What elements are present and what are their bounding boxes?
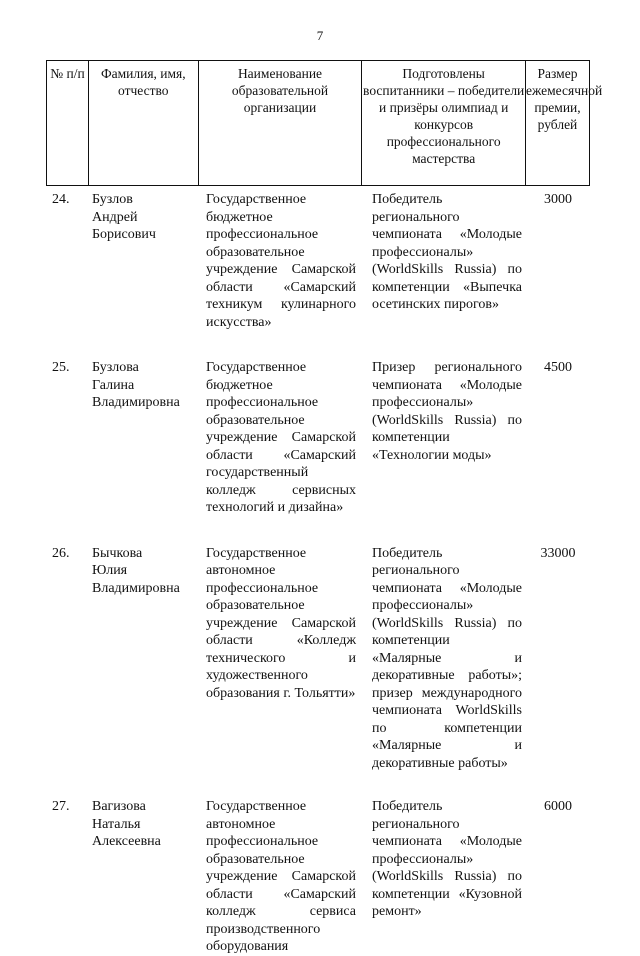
first-name: Андрей [92,209,138,225]
surname: Бузлова [92,360,139,375]
row-num: 25. [52,360,70,375]
page-number: 7 [316,28,324,43]
row-num: 24. [52,192,70,207]
patronymic: Борисович [92,227,156,242]
patronymic: Владимировна [92,395,180,410]
row-amount: 6000 [544,799,572,814]
table-row [46,191,590,331]
surname: Вагизова [92,799,146,814]
first-name: Галина [92,377,135,393]
patronymic: Владимировна [92,580,180,596]
awards-table [46,60,603,956]
table-row [46,545,590,773]
row-achievement: Победитель регионального чемпионата «Молодые профессионалы» (WorldSkills Russia) по компетенции «Кузовной ремонт» [372,799,522,919]
row-achievement: Победитель регионального чемпионата «Молодые профессионалы» (WorldSkills Russia) по компетенции «Выпечка осетинских пирогов» [372,192,522,312]
header-name: Фамилия, имя, отчество [89,61,199,185]
header-achievement: Подготовлены воспитанники – победители и призёры олимпиад и конкурсов профессионального мастерства [362,61,526,185]
header-org: Наименование образовательной организации [199,61,363,185]
row-amount: 3000 [544,192,572,207]
table-row [46,359,590,517]
row-amount: 33000 [540,545,576,561]
row-achievement: Победитель регионального чемпионата «Молодые профессионалы» (WorldSkills Russia) по компетенции «Малярные и декоративные работы»; призер международного чемпионата WorldSkills по компетенции «Малярные и декоративные работы» [372,545,522,771]
header-num: № п/п [47,61,89,185]
row-org: Государственное автономное профессиональное образовательное учреждение Самарской области «Колледж технического и художественного образования г. Тольятти» [206,545,356,701]
row-num: 27. [52,799,70,814]
patronymic: Алексеевна [92,834,161,849]
header-amount: Размер ежемесячной премии, рублей [526,61,590,185]
row-name [88,545,198,773]
row-name [88,798,198,956]
row-org: Государственное бюджетное профессиональное образовательное учреждение Самарской области «Самарский государственный колледж сервисных технологий и дизайна» [206,360,356,515]
first-name: Юлия [92,563,128,578]
row-name [88,191,198,331]
row-num: 26. [52,545,70,561]
row-org: Государственное автономное профессиональное образовательное учреждение Самарской области «Самарский колледж сервиса производственного оборудования [206,799,356,954]
surname: Бычкова [92,545,143,561]
row-amount: 4500 [544,360,572,375]
first-name: Наталья [92,816,141,832]
row-org: Государственное бюджетное профессиональное образовательное учреждение Самарской области «Самарский техникум кулинарного искусства» [206,192,356,330]
table-row [46,798,590,956]
surname: Бузлов [92,192,133,207]
table-header [46,60,603,186]
row-achievement: Призер регионального чемпионата «Молодые профессионалы» (WorldSkills Russia) по компетенции «Технологии моды» [372,360,522,463]
row-name [88,359,198,517]
